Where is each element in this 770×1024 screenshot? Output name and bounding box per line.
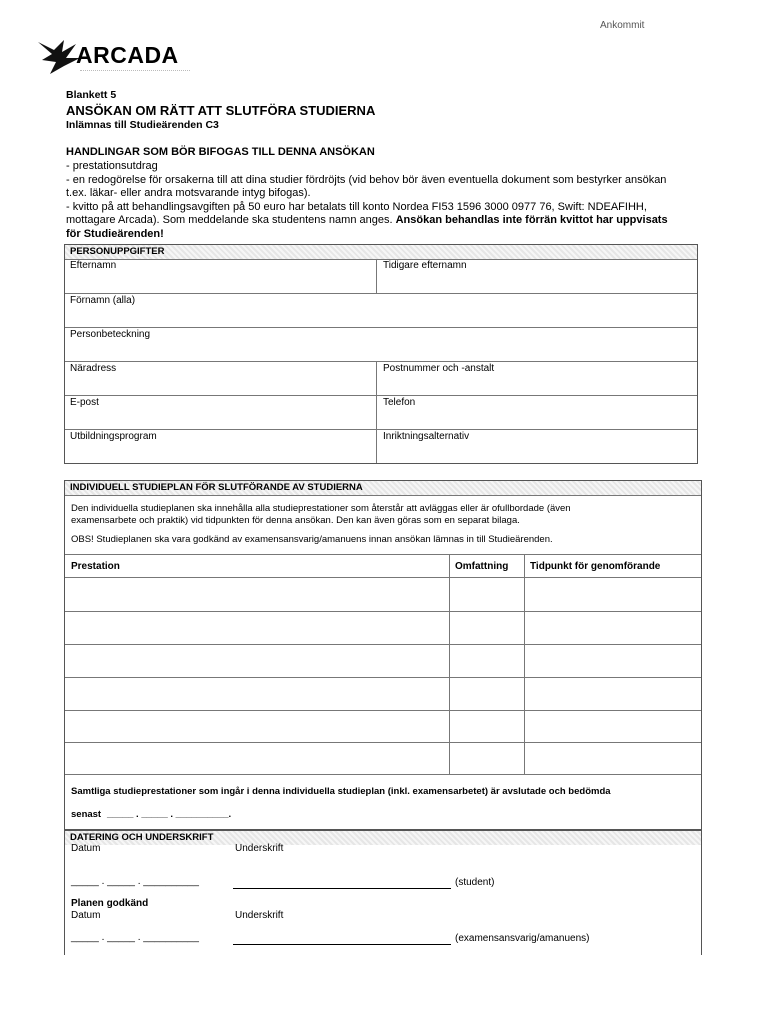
column-header-tidpunkt: Tidpunkt för genomförande (530, 561, 661, 572)
attachment-warning-end: för Studieärenden! (66, 227, 164, 240)
field-label-efternamn: Efternamn (70, 260, 117, 271)
personal-data-section (64, 244, 698, 464)
instruction-note: OBS! Studieplanen ska vara godkänd av examensansvarig/amanuens innan ansökan lämnas in till Studieärenden. (71, 534, 553, 545)
submit-to: Inlämnas till Studieärenden C3 (66, 119, 219, 131)
attachment-item: - kvitto på att behandlingsavgiften på 50 euro har betalats till konto Nordea FI53 1596 3000 0977 76, Swift: NDEAFIHH, (66, 200, 647, 213)
approval-signature-label: Underskrift (235, 910, 284, 921)
attachments-list (66, 160, 716, 241)
study-plan-heading: INDIVIDUELL STUDIEPLAN FÖR SLUTFÖRANDE AV STUDIERNA (65, 481, 701, 496)
field-label-personbeteckning: Personbeteckning (70, 329, 151, 340)
plan-approved-label: Planen godkänd (71, 898, 149, 909)
student-signature-line (233, 888, 451, 889)
senast-label: senast (71, 809, 102, 820)
arcada-logo-text: ARCADA (76, 42, 179, 68)
field-label-postnummer: Postnummer och -anstalt (383, 363, 495, 374)
study-plan-section (64, 480, 702, 830)
field-label-epost: E-post (70, 397, 99, 408)
form-title: ANSÖKAN OM RÄTT ATT SLUTFÖRA STUDIERNA (66, 103, 376, 118)
attachment-item: - prestationsutdrag (66, 160, 158, 172)
form-number: Blankett 5 (66, 89, 117, 101)
approver-role-label: (examensansvarig/amanuens) (455, 933, 590, 944)
signature-heading: DATERING OCH UNDERSKRIFT (65, 831, 701, 845)
field-label-tidigare-efternamn: Tidigare efternamn (383, 260, 467, 271)
field-label-inriktning: Inriktningsalternativ (383, 431, 470, 442)
column-header-omfattning: Omfattning (455, 561, 509, 572)
signature-section (64, 830, 702, 955)
attachment-warning: Ansökan behandlas inte förrän kvittot har uppvisats (395, 214, 668, 226)
personal-data-heading: PERSONUPPGIFTER (65, 245, 697, 260)
approval-date-blank: _____ . _____ . __________ (71, 932, 199, 943)
column-header-prestation: Prestation (71, 561, 120, 572)
senast-date-blank: _____ . _____ . __________. (107, 809, 232, 820)
student-date-blank: _____ . _____ . __________ (71, 876, 199, 887)
instruction-line: Den individuella studieplanen ska innehålla alla studieprestationer som återstår att avläggas eller är ofullbordade (även (71, 503, 571, 514)
received-stamp-label: Ankommit (600, 20, 645, 31)
approval-date-label: Datum (71, 910, 101, 921)
date-label: Datum (71, 843, 101, 854)
student-role-label: (student) (455, 877, 495, 888)
attachment-text: mottagare Arcada). Som meddelande ska studentens namn anges. (66, 214, 393, 226)
field-label-fornamn: Förnamn (alla) (70, 295, 136, 306)
approval-signature-line (233, 944, 451, 945)
attachments-heading: HANDLINGAR SOM BÖR BIFOGAS TILL DENNA ANSÖKAN (66, 146, 375, 158)
field-label-telefon: Telefon (383, 397, 416, 408)
signature-label: Underskrift (235, 843, 284, 854)
attachment-item: - en redogörelse för orsakerna till att dina studier fördröjts (vid behov bör även eventuella dokument som bestyrker ansökan (66, 173, 667, 186)
study-plan-instructions (71, 503, 691, 546)
instruction-line: examensarbete och praktik) vid tidpunkten för denna ansökan. Den kan även göras som en separat bilaga. (71, 515, 520, 526)
attachment-item (66, 214, 716, 228)
logo-divider (80, 70, 190, 71)
field-label-utbildningsprogram: Utbildningsprogram (70, 431, 157, 442)
completion-statement: Samtliga studieprestationer som ingår i denna individuella studieplan (inkl. examensarbetet) är avslutade och bedömda (71, 786, 611, 797)
field-label-naradress: Näradress (70, 363, 117, 374)
attachment-item: t.ex. läkar- eller andra motsvarande intyg bifogas). (66, 187, 311, 199)
